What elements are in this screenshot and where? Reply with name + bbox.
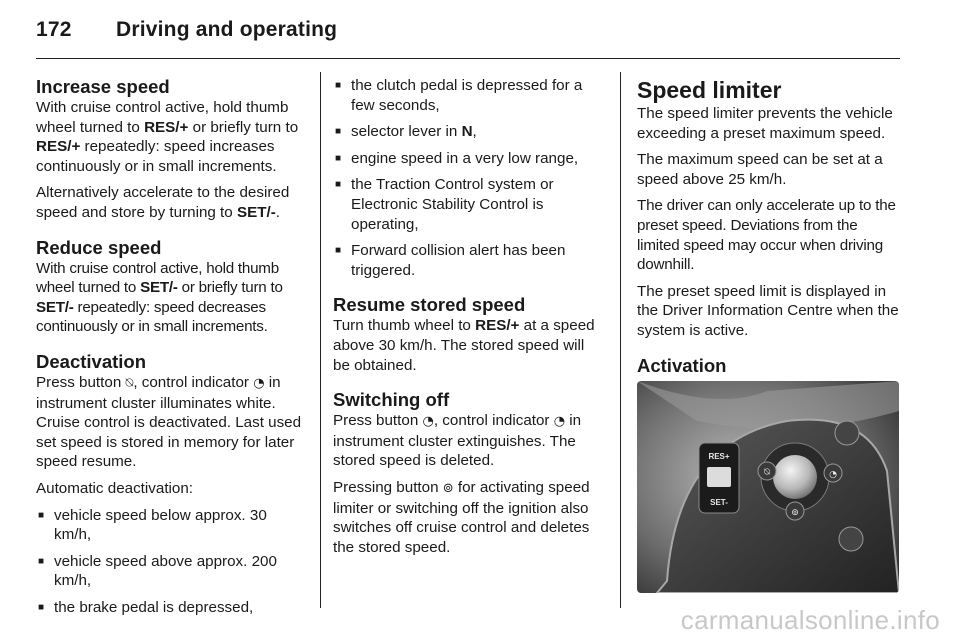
list-item: ■ vehicle speed above approx. 200 km/h, bbox=[36, 552, 304, 591]
section-resume bbox=[333, 294, 605, 375]
heading-speed-limiter: Speed limiter bbox=[637, 77, 782, 103]
limiter-text-3: The driver can only accelerate up to the preset speed. Deviations from the limited speed may occur when driving downhill. bbox=[637, 197, 896, 274]
res-label: RES+ bbox=[708, 451, 730, 461]
increase-speed-text: With cruise control active, hold thumb wheel turned to RES/+ or briefly turn to RES/+ repeatedly: speed increases continuously or in small increments. bbox=[36, 99, 299, 175]
limiter-text-1: The speed limiter prevents the vehicle exceeding a preset maximum speed. bbox=[637, 105, 893, 142]
column-2 bbox=[333, 76, 605, 564]
cruise-cancel-icon: ⍉ bbox=[125, 375, 134, 391]
auto-deactivation-list bbox=[36, 506, 304, 618]
heading-activation: Activation bbox=[637, 354, 727, 376]
limiter-text-2: The maximum speed can be set at a speed above 25 km/h. bbox=[637, 151, 883, 188]
set-label: SET- bbox=[710, 497, 728, 507]
list-item: ■ the clutch pedal is depressed for a few seconds, bbox=[333, 76, 605, 115]
svg-text:⊚: ⊚ bbox=[791, 507, 799, 518]
list-item: ■ selector lever in N, bbox=[333, 122, 605, 142]
switching-off-text: Press button ◔, control indicator ◔ in instrument cluster extinguishes. The stored speed is deleted. bbox=[333, 412, 582, 470]
heading-increase-speed: Increase speed bbox=[36, 76, 170, 97]
list-item: ■ the Traction Control system or Electronic Stability Control is operating, bbox=[333, 175, 605, 234]
watermark: carmanualsonline.info bbox=[680, 605, 940, 635]
list-item: ■ vehicle speed below approx. 30 km/h, bbox=[36, 506, 304, 545]
section-switching-off bbox=[333, 389, 605, 557]
column-divider bbox=[620, 72, 621, 608]
cruise-indicator-icon: ◔ bbox=[253, 375, 265, 391]
section-reduce-speed bbox=[36, 237, 304, 337]
speed-limiter-icon: ⊚ bbox=[442, 480, 454, 496]
steering-wheel-controls-photo bbox=[637, 381, 899, 593]
list-item: ■ Forward collision alert has been triggered. bbox=[333, 241, 605, 280]
steering-wheel-controls-image bbox=[637, 381, 899, 593]
section-deactivation bbox=[36, 351, 304, 618]
svg-text:◔: ◔ bbox=[829, 469, 837, 480]
alternative-text: Alternatively accelerate to the desired speed and store by turning to SET/-. bbox=[36, 184, 290, 221]
auto-deactivation-label: Automatic deactivation: bbox=[36, 479, 194, 497]
heading-switching-off: Switching off bbox=[333, 389, 450, 411]
cruise-indicator-icon: ◔ bbox=[422, 414, 434, 430]
deactivation-text: Press button ⍉, control indicator ◔ in instrument cluster illuminates white. Cruise control is deactivated. Last used set speed is stored in memory for later speed resume. bbox=[36, 373, 302, 471]
list-item: ■ engine speed in a very low range, bbox=[333, 149, 605, 169]
limiter-text-4: The preset speed limit is displayed in the Driver Information Centre when the system is active. bbox=[637, 282, 899, 339]
resume-text: Turn thumb wheel to RES/+ at a speed above 30 km/h. The stored speed will be obtained. bbox=[333, 317, 595, 374]
auto-deactivation-list-continued bbox=[333, 76, 605, 280]
heading-resume: Resume stored speed bbox=[333, 294, 526, 316]
page-header bbox=[36, 18, 337, 42]
page-title: Driving and operating bbox=[116, 18, 338, 41]
list-item: ■ the brake pedal is depressed, bbox=[36, 598, 304, 618]
heading-reduce-speed: Reduce speed bbox=[36, 236, 162, 258]
column-1 bbox=[36, 76, 304, 624]
cruise-indicator-icon: ◔ bbox=[553, 414, 566, 430]
header-rule bbox=[36, 58, 900, 59]
svg-text:⍉: ⍉ bbox=[764, 466, 770, 478]
column-divider bbox=[320, 72, 321, 608]
section-increase-speed bbox=[36, 76, 304, 223]
column-3 bbox=[637, 76, 903, 593]
page-number: 172 bbox=[36, 18, 72, 41]
heading-deactivation: Deactivation bbox=[36, 350, 147, 372]
limiter-button-text: Pressing button ⊚ for activating speed limiter or switching off the ignition also switches off cruise control and deletes the stored speed. bbox=[333, 478, 590, 556]
reduce-speed-text: With cruise control active, hold thumb wheel turned to SET/- or briefly turn to SET/- repeatedly: speed decreases continuously or in small increments. bbox=[36, 259, 283, 336]
